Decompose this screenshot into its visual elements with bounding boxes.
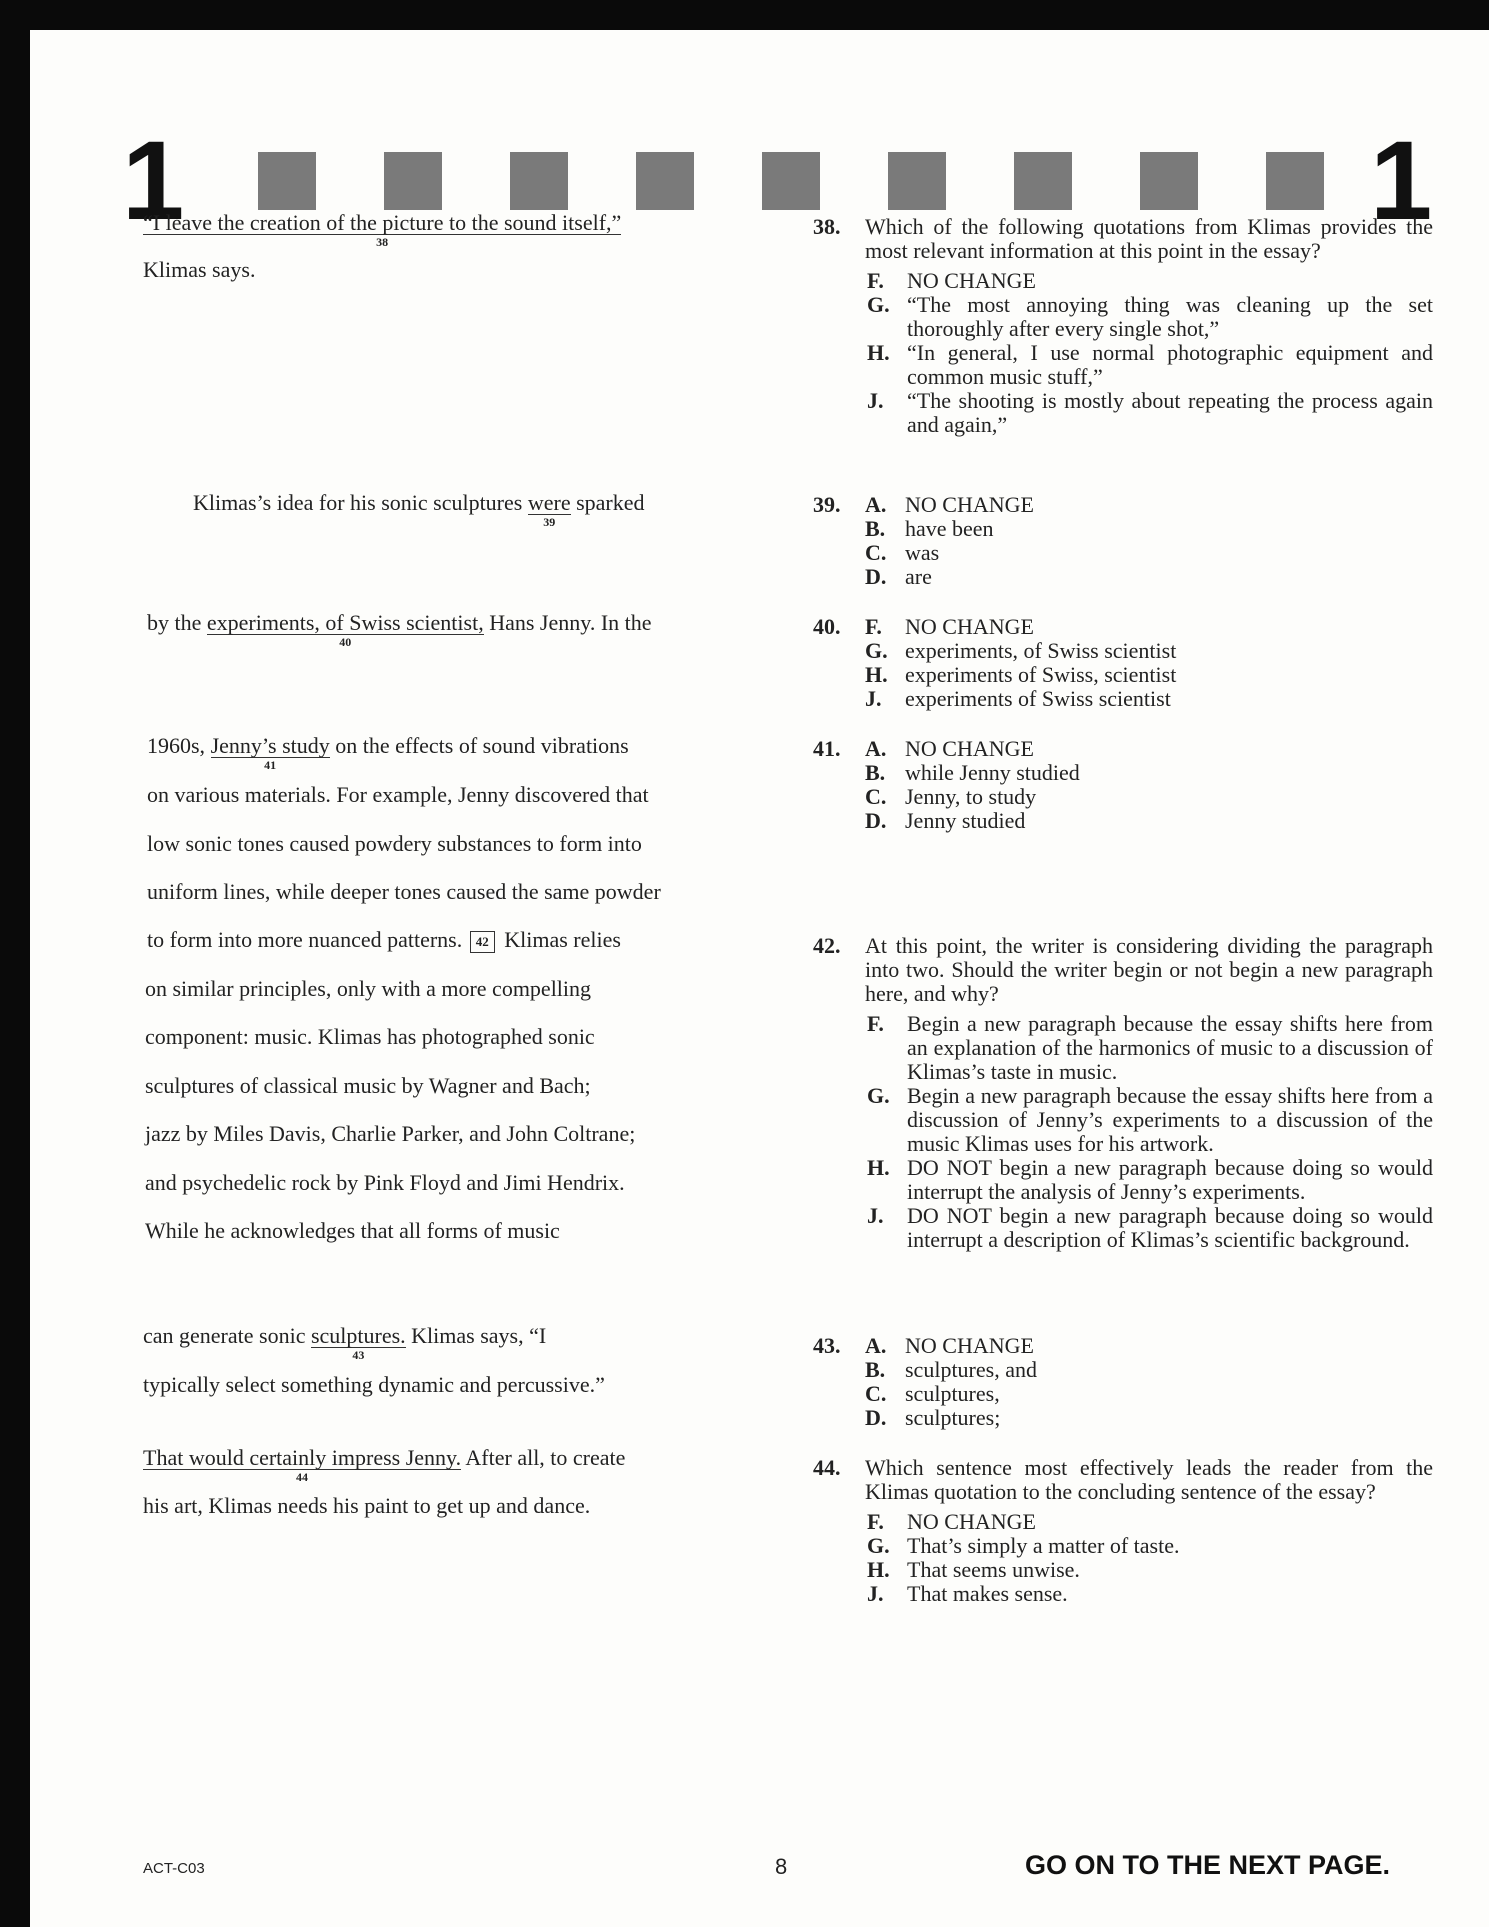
answer-option-j[interactable]: J. That makes sense. xyxy=(867,1581,1068,1606)
header-block xyxy=(1140,152,1198,210)
underlined-portion-40: experiments, of Swiss scientist, 40 xyxy=(206,610,484,650)
answer-option-a[interactable]: A. NO CHANGE xyxy=(865,492,1034,517)
question-44 xyxy=(813,1456,1433,1606)
header-block xyxy=(384,152,442,210)
header-block xyxy=(258,152,316,210)
passage-line: component: music. Klimas has photographed sonic xyxy=(145,1024,595,1049)
header-block xyxy=(1266,152,1324,210)
answer-option-h[interactable]: H. That seems unwise. xyxy=(867,1557,1080,1582)
answer-option-d[interactable]: D. Jenny studied xyxy=(865,808,1026,833)
passage-line: jazz by Miles Davis, Charlie Parker, and John Coltrane; xyxy=(145,1121,636,1146)
underlined-portion-44: That would certainly impress Jenny. 44 xyxy=(143,1445,462,1485)
header-block xyxy=(762,152,820,210)
passage-line: by the experiments, of Swiss scientist, 40 Hans Jenny. In the xyxy=(147,610,652,650)
answer-option-b[interactable]: B. sculptures, and xyxy=(865,1357,1037,1382)
question-ref-39: 39 xyxy=(543,515,556,530)
question-ref-40: 40 xyxy=(339,635,352,650)
question-39 xyxy=(813,493,1433,589)
section-number-right: 1 xyxy=(1370,118,1433,243)
header-block xyxy=(888,152,946,210)
answer-options xyxy=(865,615,1433,711)
passage-line: uniform lines, while deeper tones caused the same powder xyxy=(147,879,661,904)
answer-option-f[interactable]: F. NO CHANGE xyxy=(867,268,1036,293)
question-stem: Which sentence most effectively leads the reader from the Klimas quotation to the concluding sentence of the essay? xyxy=(865,1455,1433,1504)
passage-line: That would certainly impress Jenny. 44 After all, to create xyxy=(143,1445,626,1485)
question-ref-38: 38 xyxy=(376,235,389,250)
answer-option-f[interactable]: F. Begin a new paragraph because the essay shifts here from an explanation of the harmonics of music to a discussion of Klimas’s taste in music. xyxy=(867,1011,1433,1084)
question-41 xyxy=(813,737,1433,833)
header-block xyxy=(636,152,694,210)
passage-line: can generate sonic sculptures. 43 Klimas says, “I xyxy=(143,1323,547,1363)
question-43 xyxy=(813,1334,1433,1430)
answer-option-j[interactable]: J. experiments of Swiss scientist xyxy=(865,686,1171,711)
answer-options xyxy=(865,493,1433,589)
answer-option-d[interactable]: D. are xyxy=(865,564,932,589)
answer-option-c[interactable]: C. sculptures, xyxy=(865,1381,1000,1406)
question-ref-43: 43 xyxy=(352,1348,365,1363)
question-number: 42. xyxy=(813,933,841,958)
passage-line: on various materials. For example, Jenny discovered that xyxy=(147,782,649,807)
underlined-portion-38: “I leave the creation of the picture to the sound itself,” 38 xyxy=(143,210,622,250)
answer-option-a[interactable]: A. NO CHANGE xyxy=(865,736,1034,761)
question-number: 39. xyxy=(813,492,841,517)
passage-line: 1960s, Jenny’s study 41 on the effects of sound vibrations xyxy=(147,733,629,773)
question-40 xyxy=(813,615,1433,711)
answer-option-h[interactable]: H. experiments of Swiss, scientist xyxy=(865,662,1177,687)
passage-line: and psychedelic rock by Pink Floyd and Jimi Hendrix. xyxy=(145,1170,625,1195)
passage-line xyxy=(143,210,622,250)
question-number: 38. xyxy=(813,214,841,239)
question-box-42: 42 xyxy=(470,931,495,953)
passage-line: his art, Klimas needs his paint to get up and dance. xyxy=(143,1493,591,1518)
page-number: 8 xyxy=(775,1854,788,1879)
section-number-left: 1 xyxy=(122,118,185,243)
header-block xyxy=(510,152,568,210)
underlined-portion-43: sculptures. 43 xyxy=(310,1323,406,1363)
question-stem: Which of the following quotations from Klimas provides the most relevant information at this point in the essay? xyxy=(865,214,1433,263)
go-on-notice: GO ON TO THE NEXT PAGE. xyxy=(1025,1850,1391,1880)
passage-line: Klimas’s idea for his sonic sculptures were 39 sparked xyxy=(193,490,645,530)
answer-option-c[interactable]: C. Jenny, to study xyxy=(865,784,1037,809)
answer-option-g[interactable]: G. Begin a new paragraph because the essay shifts here from a discussion of Jenny’s experiments to a discussion of the music Klimas uses for his artwork. xyxy=(867,1083,1433,1156)
answer-option-f[interactable]: F. NO CHANGE xyxy=(867,1509,1036,1534)
question-ref-41: 41 xyxy=(264,758,277,773)
question-number: 43. xyxy=(813,1333,841,1358)
answer-option-j[interactable]: J. DO NOT begin a new paragraph because doing so would interrupt a description of Klimas’s scientific background. xyxy=(867,1203,1433,1252)
passage-line: typically select something dynamic and percussive.” xyxy=(143,1372,605,1397)
answer-option-j[interactable]: J. “The shooting is mostly about repeating the process again and again,” xyxy=(867,388,1433,437)
question-number: 40. xyxy=(813,614,841,639)
test-code: ACT-C03 xyxy=(143,1860,205,1877)
underlined-portion-41: Jenny’s study 41 xyxy=(210,733,330,773)
question-42 xyxy=(813,934,1433,1252)
question-stem: At this point, the writer is considering dividing the paragraph into two. Should the writer begin or not begin a new paragraph here, and why? xyxy=(865,933,1433,1006)
question-number: 41. xyxy=(813,736,841,761)
passage-line: to form into more nuanced patterns. 42 Klimas relies xyxy=(147,927,621,952)
answer-option-g[interactable]: G. That’s simply a matter of taste. xyxy=(867,1533,1180,1558)
answer-option-a[interactable]: A. NO CHANGE xyxy=(865,1333,1034,1358)
answer-option-f[interactable]: F. NO CHANGE xyxy=(865,614,1034,639)
answer-option-h[interactable]: H. “In general, I use normal photographic equipment and common music stuff,” xyxy=(867,340,1433,389)
answer-option-h[interactable]: H. DO NOT begin a new paragraph because doing so would interrupt the analysis of Jenny’s experiments. xyxy=(867,1155,1433,1204)
passage-line: Klimas says. xyxy=(143,257,256,282)
passage-line: low sonic tones caused powdery substances to form into xyxy=(147,831,642,856)
question-number: 44. xyxy=(813,1455,841,1480)
passage-line: While he acknowledges that all forms of music xyxy=(145,1218,560,1243)
answer-option-g[interactable]: G. “The most annoying thing was cleaning up the set thoroughly after every single shot,” xyxy=(867,292,1433,341)
answer-option-b[interactable]: B. while Jenny studied xyxy=(865,760,1080,785)
passage-line: sculptures of classical music by Wagner and Bach; xyxy=(145,1073,591,1098)
answer-options xyxy=(865,1334,1433,1430)
question-38 xyxy=(813,215,1433,437)
answer-options xyxy=(867,1510,1433,1606)
underlined-portion-39: were 39 xyxy=(527,490,571,530)
passage-line: on similar principles, only with a more compelling xyxy=(145,976,592,1001)
answer-options xyxy=(867,1012,1433,1252)
question-ref-44: 44 xyxy=(296,1470,309,1485)
test-page xyxy=(30,30,1489,1927)
answer-options xyxy=(865,737,1433,833)
answer-option-b[interactable]: B. have been xyxy=(865,516,994,541)
header-block xyxy=(1014,152,1072,210)
answer-option-d[interactable]: D. sculptures; xyxy=(865,1405,1001,1430)
answer-options xyxy=(867,269,1433,437)
answer-option-c[interactable]: C. was xyxy=(865,540,940,565)
answer-option-g[interactable]: G. experiments, of Swiss scientist xyxy=(865,638,1177,663)
